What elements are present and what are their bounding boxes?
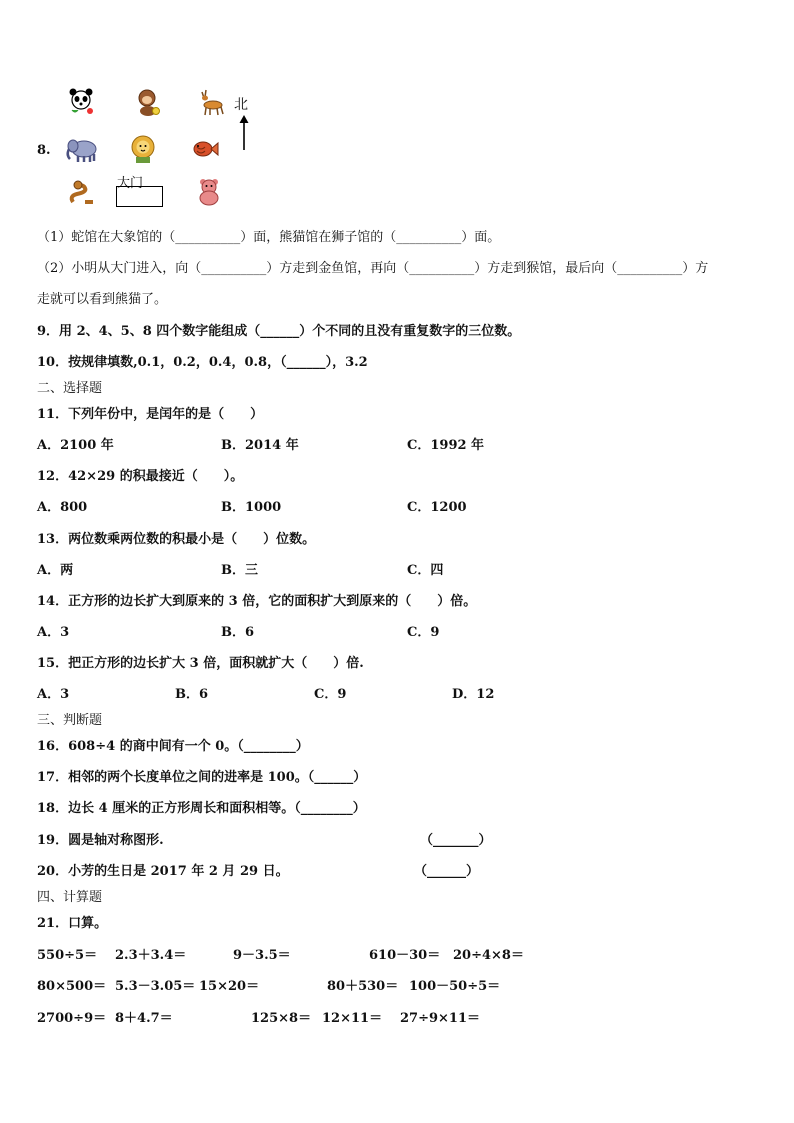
goldfish-icon (189, 133, 219, 163)
q8-sub1: （1）蛇馆在大象馆的（__________）面，熊猫馆在狮子馆的（__________）面。 (37, 230, 501, 245)
lion-icon (128, 134, 158, 164)
question-11: 11．下列年份中，是闰年的是（ ） (37, 407, 264, 422)
q15-option-c: C．9 (314, 687, 347, 702)
elephant-icon (64, 134, 100, 164)
section-title-choice: 二、选择题 (37, 381, 103, 396)
q14-option-a: A．3 (37, 625, 70, 640)
question-14: 14．正方形的边长扩大到原来的 3 倍，它的面积扩大到原来的（ ）倍。 (37, 594, 477, 609)
question-10: 10．按规律填数,0.1，0.2，0.4，0.8，（______），3.2 (37, 355, 368, 370)
question-21: 21．口算。 (37, 916, 108, 931)
q12-option-b: B．1000 (221, 500, 282, 515)
question-15: 15．把正方形的边长扩大 3 倍，面积就扩大（ ）倍. (37, 656, 364, 671)
question-17: 17．相邻的两个长度单位之间的进率是 100。（______） (37, 770, 367, 785)
calc-item: 2.3＋3.4＝ (115, 948, 187, 963)
question-13: 13．两位数乘两位数的积最小是（ ）位数。 (37, 532, 316, 547)
question-16: 16．608÷4 的商中间有一个 0。（________） (37, 739, 309, 754)
calc-item: 27÷9×11＝ (400, 1011, 481, 1026)
gate-box (116, 186, 163, 207)
q14-option-c: C．9 (407, 625, 440, 640)
snake-icon (67, 176, 97, 206)
q15-option-a: A．3 (37, 687, 70, 702)
calc-item: 5.3－3.05＝ (115, 979, 196, 994)
q20-blank: （______） (414, 864, 480, 879)
q19-blank: （_______） (420, 833, 492, 848)
gate-label: 大门 (117, 176, 144, 191)
question-19: 19．圆是轴对称图形. (37, 833, 164, 848)
section-title-judge: 三、判断题 (37, 713, 103, 728)
bear-icon (194, 176, 224, 206)
monkey-icon (133, 87, 163, 117)
calc-item: 2700÷9＝ (37, 1011, 107, 1026)
calc-item: 610－30＝ (369, 948, 441, 963)
q12-option-c: C．1200 (407, 500, 467, 515)
q12-option-a: A．800 (37, 500, 88, 515)
question-9: 9．用 2、4、5、8 四个数字能组成（______）个不同的且没有重复数字的三位数。 (37, 324, 521, 339)
section-title-calc: 四、计算题 (37, 890, 103, 905)
q13-option-b: B．三 (221, 563, 258, 578)
calc-item: 125×8＝ (251, 1011, 312, 1026)
calc-item: 550÷5＝ (37, 948, 98, 963)
question-18: 18．边长 4 厘米的正方形周长和面积相等。（________） (37, 801, 366, 816)
calc-item: 100－50÷5＝ (409, 979, 501, 994)
calc-item: 80×500＝ (37, 979, 107, 994)
q11-option-b: B．2014 年 (221, 438, 299, 453)
q15-option-b: B．6 (175, 687, 209, 702)
q8-sub2-line2: 走就可以看到熊猫了。 (37, 292, 168, 307)
question-12: 12．42×29 的积最接近（ ）。 (37, 469, 244, 484)
q8-sub2-line1: （2）小明从大门进入，向（__________）方走到金鱼馆，再向（__________）方走到猴馆，最后向（__________）方 (37, 261, 709, 276)
q14-option-b: B．6 (221, 625, 255, 640)
question-number: 8. (37, 143, 51, 158)
deer-icon (196, 86, 226, 116)
north-label: 北 (234, 97, 248, 113)
q13-option-c: C．四 (407, 563, 444, 578)
calc-item: 20÷4×8＝ (453, 948, 524, 963)
calc-item: 80＋530＝ (327, 979, 399, 994)
q15-option-d: D．12 (452, 687, 495, 702)
calc-item: 12×11＝ (322, 1011, 383, 1026)
q11-option-c: C．1992 年 (407, 438, 485, 453)
calc-item: 8＋4.7＝ (115, 1011, 173, 1026)
calc-item: 9－3.5＝ (233, 948, 291, 963)
q13-option-a: A．两 (37, 563, 74, 578)
north-arrow-icon (238, 115, 250, 151)
question-20: 20．小芳的生日是 2017 年 2 月 29 日。 (37, 864, 289, 879)
calc-item: 15×20＝ (199, 979, 260, 994)
q11-option-a: A．2100 年 (37, 438, 114, 453)
panda-icon (66, 86, 96, 116)
